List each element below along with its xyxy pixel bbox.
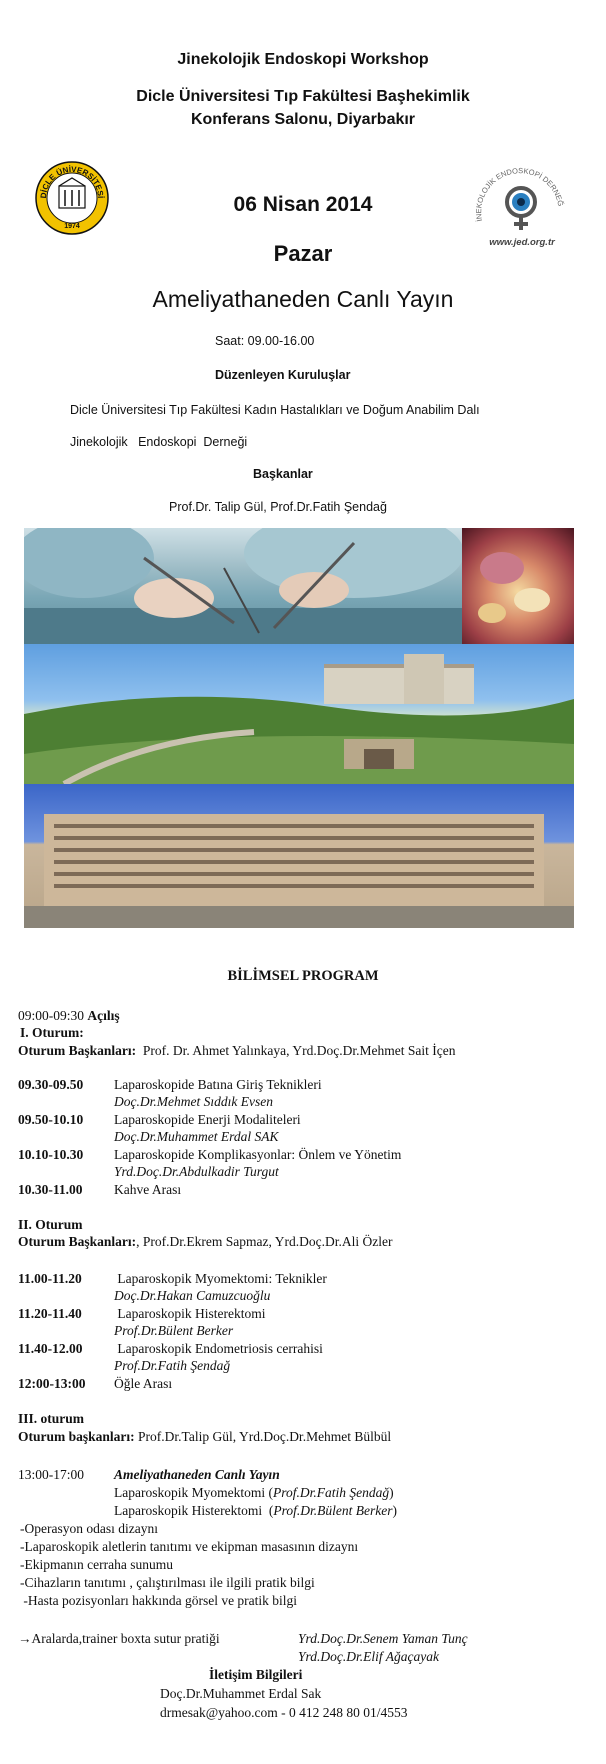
venue-line-2: Konferans Salonu, Diyarbakır <box>190 111 416 128</box>
bullet-5: -Hasta pozisyonları hakkında görsel ve pratik bilgi <box>20 1593 298 1608</box>
session-3-chairs-label: Oturum başkanları: <box>18 1429 135 1444</box>
jed-logo <box>474 164 570 252</box>
s2-item-2 <box>18 1305 265 1322</box>
contact-name: Doç.Dr.Muhammet Erdal Sak <box>160 1686 322 1701</box>
close-paren: ) <box>389 1485 394 1500</box>
s2-item-1-speaker: Doç.Dr.Hakan Camuzcuoğlu <box>114 1288 271 1303</box>
s2-item-3-speaker: Prof.Dr.Fatih Şendağ <box>114 1358 231 1373</box>
s3-sub-1 <box>114 1484 394 1501</box>
sub-title: Laparoskopik Myomektomi ( <box>114 1485 273 1500</box>
s1-item-4 <box>18 1181 181 1198</box>
live-broadcast-title: Ameliyathaneden Canlı Yayın <box>152 286 454 312</box>
item-time: 09.30-09.50 <box>18 1077 84 1092</box>
s3-sub-2 <box>114 1502 397 1519</box>
opening-row <box>18 1007 120 1024</box>
item-time: 12:00-13:00 <box>18 1376 86 1391</box>
session-2-chairs-label: Oturum Başkanları: <box>18 1234 137 1249</box>
session-3-chairs <box>18 1428 391 1445</box>
sub-speaker: Prof.Dr.Fatih Şendağ <box>272 1485 390 1500</box>
s3-live-row <box>18 1466 280 1483</box>
contact-heading: İletişim Bilgileri <box>209 1667 303 1682</box>
trainer-speaker-2: Yrd.Doç.Dr.Elif Ağaçayak <box>298 1649 439 1664</box>
laparoscopic-view-photo <box>462 528 574 644</box>
logo-year: 1974 <box>64 223 80 230</box>
item-title: Kahve Arası <box>114 1182 182 1197</box>
item-title: Laparoskopik Histerektomi <box>114 1306 266 1321</box>
s1-item-2 <box>18 1111 301 1128</box>
close-paren: ) <box>392 1503 397 1518</box>
bullet-3: -Ekipmanın cerraha sunumu <box>20 1557 173 1572</box>
logo-ring-text: DİCLE ÜNİVERSİTESİ <box>38 164 106 199</box>
item-time: 11.40-12.00 <box>18 1341 83 1356</box>
item-title: Laparoskopide Batına Giriş Teknikleri <box>114 1077 322 1092</box>
item-time: 09.50-10.10 <box>18 1112 84 1127</box>
s1-item-1-speaker: Doç.Dr.Mehmet Sıddık Evsen <box>114 1094 273 1109</box>
trainer-text: Aralarda,trainer boxta sutur pratiği <box>31 1631 220 1646</box>
bullet-2: -Laparoskopik aletlerin tanıtımı ve ekipman masasının dizaynı <box>20 1539 359 1554</box>
item-time: 10.30-11.00 <box>18 1182 83 1197</box>
opening-label: Açılış <box>87 1008 120 1023</box>
item-time: 13:00-17:00 <box>18 1467 84 1482</box>
trainer-row <box>18 1630 220 1647</box>
hospital-building-photo <box>24 784 574 928</box>
item-title: Laparoskopik Endometriosis cerrahisi <box>114 1341 323 1356</box>
event-day: Pazar <box>273 241 333 266</box>
bullet-4: -Cihazların tanıtımı , çalıştırılması ile ilgili pratik bilgi <box>20 1575 315 1590</box>
session-3-title: III. oturum <box>18 1411 85 1426</box>
item-title: Laparoskopik Myomektomi: Teknikler <box>114 1271 327 1286</box>
item-title: Laparoskopide Komplikasyonlar: Önlem ve Yönetim <box>114 1147 402 1162</box>
campus-photo <box>24 644 574 784</box>
sub-speaker: Prof.Dr.Bülent Berker <box>273 1503 393 1518</box>
session-2-chairs <box>18 1233 392 1250</box>
arrow-icon: → <box>18 1631 32 1646</box>
workshop-title: Jinekolojik Endoskopi Workshop <box>177 51 429 68</box>
s3-live-title: Ameliyathaneden Canlı Yayın <box>114 1467 280 1482</box>
item-title: Öğle Arası <box>114 1376 173 1391</box>
opening-time: 09:00-09:30 <box>18 1008 84 1023</box>
item-title: Laparoskopide Enerji Modaliteleri <box>114 1112 301 1127</box>
s2-item-3 <box>18 1340 323 1357</box>
session-2-chairs-names: , Prof.Dr.Ekrem Sapmaz, Yrd.Doç.Dr.Ali Özler <box>136 1234 393 1249</box>
s1-item-2-speaker: Doç.Dr.Muhammet Erdal SAK <box>114 1129 279 1144</box>
organizer-2: Jinekolojik Endoskopi Derneği <box>70 435 248 449</box>
program-heading: BİLİMSEL PROGRAM <box>227 968 379 984</box>
item-time: 10.10-10.30 <box>18 1147 84 1162</box>
jed-arc-text: İNEKOLOJİK ENDOSKOPİ DERNEĞ <box>474 166 566 223</box>
session-1-chairs <box>18 1042 455 1059</box>
item-time: 11.20-11.40 <box>18 1306 82 1321</box>
session-1-title: I. Oturum: <box>20 1025 84 1040</box>
session-3-chairs-names: Prof.Dr.Talip Gül, Yrd.Doç.Dr.Mehmet Bülbül <box>134 1429 392 1444</box>
sub-title: Laparoskopik Histerektomi ( <box>114 1503 274 1518</box>
item-time: 11.00-11.20 <box>18 1271 82 1286</box>
surgery-photo <box>24 528 462 644</box>
event-date: 06 Nisan 2014 <box>233 193 373 216</box>
chairs-names: Prof.Dr. Talip Gül, Prof.Dr.Fatih Şendağ <box>169 500 387 514</box>
s1-item-3-speaker: Yrd.Doç.Dr.Abdulkadir Turgut <box>114 1164 279 1179</box>
s1-item-3 <box>18 1146 401 1163</box>
bullet-1: -Operasyon odası dizaynı <box>20 1521 158 1536</box>
s2-item-2-speaker: Prof.Dr.Bülent Berker <box>114 1323 234 1338</box>
s2-item-4 <box>18 1375 172 1392</box>
session-1-chairs-names: Prof. Dr. Ahmet Yalınkaya, Yrd.Doç.Dr.Mehmet Sait İçen <box>136 1043 456 1058</box>
trainer-speaker-1: Yrd.Doç.Dr.Senem Yaman Tunç <box>298 1631 468 1646</box>
organizers-heading: Düzenleyen Kuruluşlar <box>215 368 351 382</box>
s1-item-1 <box>18 1076 322 1093</box>
session-1-chairs-label: Oturum Başkanları: <box>18 1043 137 1058</box>
session-2-title: II. Oturum <box>18 1217 83 1232</box>
chairs-heading: Başkanlar <box>253 467 313 481</box>
jed-url: www.jed.org.tr <box>489 237 555 248</box>
organizer-1: Dicle Üniversitesi Tıp Fakültesi Kadın Hastalıkları ve Doğum Anabilim Dalı <box>70 403 480 417</box>
event-time: Saat: 09.00-16.00 <box>215 334 315 348</box>
s2-item-1 <box>18 1270 327 1287</box>
contact-details: drmesak@yahoo.com - 0 412 248 80 01/4553 <box>160 1705 408 1720</box>
venue-line-1: Dicle Üniversitesi Tıp Fakültesi Başhekimlik <box>136 88 470 105</box>
